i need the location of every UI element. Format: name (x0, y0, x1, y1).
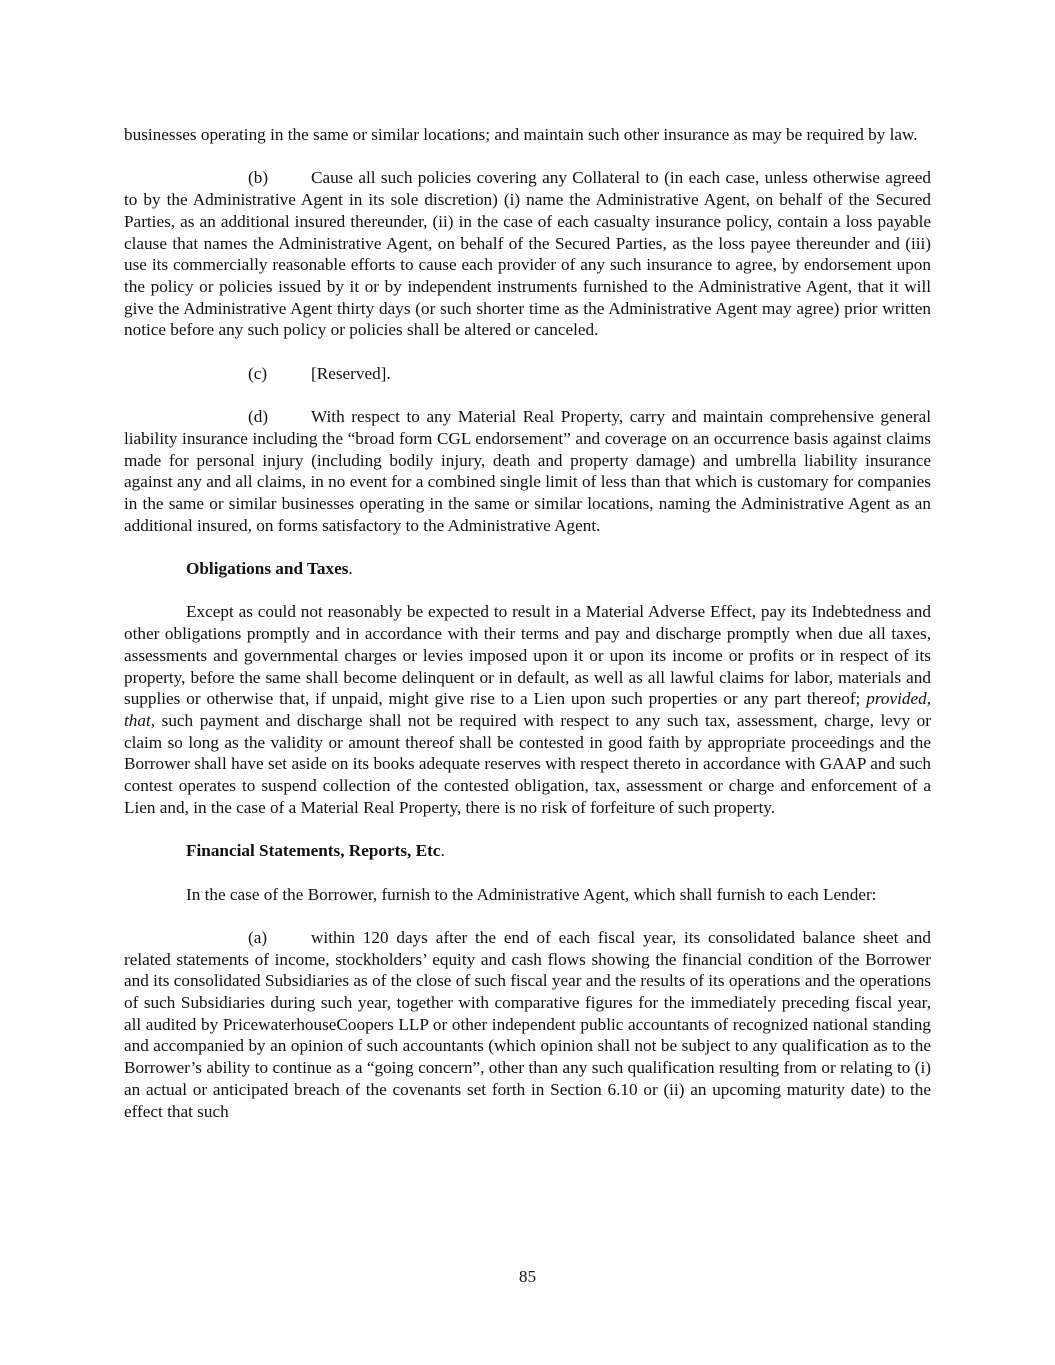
heading-obligations-period: . (348, 559, 353, 578)
clause-text-d: With respect to any Material Real Property, carry and maintain comprehensive general liability insurance including the “broad form CGL endorsement” and coverage on an occurrence basis against claims made for personal injury (including bodily injury, death and property damage) and umbrella liability insurance against any and all claims, in no event for a combined single limit of less than that which is customary for companies in the same or similar businesses operating in the same or similar locations, naming the Administrative Agent as an additional insured, on forms satisfactory to the Administrative Agent. (124, 407, 931, 535)
heading-obligations-and-taxes (124, 558, 931, 580)
page-number: 85 (518, 1267, 537, 1286)
paragraph-financial-intro: In the case of the Borrower, furnish to the Administrative Agent, which shall furnish to each Lender: (186, 884, 877, 904)
heading-financial-period: . (440, 841, 445, 861)
paragraph-c (124, 363, 931, 385)
clause-text-b: Cause all such policies covering any Collateral to (in each case, unless otherwise agreed to by the Administrative Agent in its sole discretion) (i) name the Administrative Agent, on behalf of the Secured Parties, as an additional insured thereunder, (ii) in the case of each casualty insurance policy, contain a loss payable clause that names the Administrative Agent, on behalf of the Secured Parties, as the loss payee thereunder and (iii) use its commercially reasonable efforts to cause each provider of any such insurance to agree, by endorsement upon the policy or policies issued by it or by independent instruments furnished to the Administrative Agent, that it will give the Administrative Agent thirty days (or such shorter time as the Administrative Agent may agree) prior written notice before any such policy or policies shall be altered or canceled. (124, 168, 931, 340)
clause-text-a: within 120 days after the end of each fiscal year, its consolidated balance sheet and related statements of income, stockholders’ equity and cash flows showing the financial condition of the Borrower and its consolidated Subsidiaries as of the close of such fiscal year and the results of its operations and the operations of such Subsidiaries during such year, together with comparative figures for the immediately preceding fiscal year, all audited by PricewaterhouseCoopers LLP or other independent public accountants of recognized national standing and accompanied by an opinion of such accountants (which opinion shall not be subject to any qualification as to the Borrower’s ability to continue as a “going concern”, other than any such qualification resulting from or relating to (i) an actual or anticipated breach of the covenants set forth in Section 6.10 or (ii) an upcoming maturity date) to the effect that such (124, 927, 931, 1121)
clause-marker-d: (d) (248, 407, 269, 427)
clause-marker-b: (b) (248, 168, 269, 188)
paragraph-intro: businesses operating in the same or similar locations; and maintain such other insurance as may be required by law. (124, 125, 918, 144)
clause-text-c: [Reserved]. (311, 363, 391, 383)
clause-marker-c: (c) (248, 363, 268, 383)
paragraph-a (124, 927, 931, 1122)
clause-marker-a: (a) (248, 927, 268, 947)
obligations-italic-proviso: provided, that, (124, 689, 931, 730)
paragraph-b (124, 167, 931, 341)
document-page (124, 124, 931, 1144)
paragraph-obligations (124, 601, 931, 818)
obligations-text-2: such payment and discharge shall not be required with respect to any such tax, assessment, charge, levy or claim so long as the validity or amount thereof shall be contested in good faith by appropriate proceedings and the Borrower shall have set aside on its books adequate reserves with respect thereto in accordance with GAAP and such contest operates to suspend collection of the contested obligation, tax, assessment or charge and enforcement of a Lien and, in the case of a Material Real Property, there is no risk of forfeiture of such property. (124, 710, 931, 817)
heading-financial-text: Financial Statements, Reports, Etc (186, 841, 441, 861)
heading-obligations-text: Obligations and Taxes (186, 559, 349, 578)
obligations-text-1: Except as could not reasonably be expected to result in a Material Adverse Effect, pay its Indebtedness and other obligations promptly and in accordance with their terms and pay and discharge promptly when due all taxes, assessments and governmental charges or levies imposed upon it or upon its income or profits or in respect of its property, before the same shall become delinquent or in default, as well as all lawful claims for labor, materials and supplies or otherwise that, if unpaid, might give rise to a Lien upon such properties or any part thereof; (124, 602, 931, 709)
paragraph-d (124, 406, 931, 536)
heading-financial-statements (124, 840, 931, 862)
